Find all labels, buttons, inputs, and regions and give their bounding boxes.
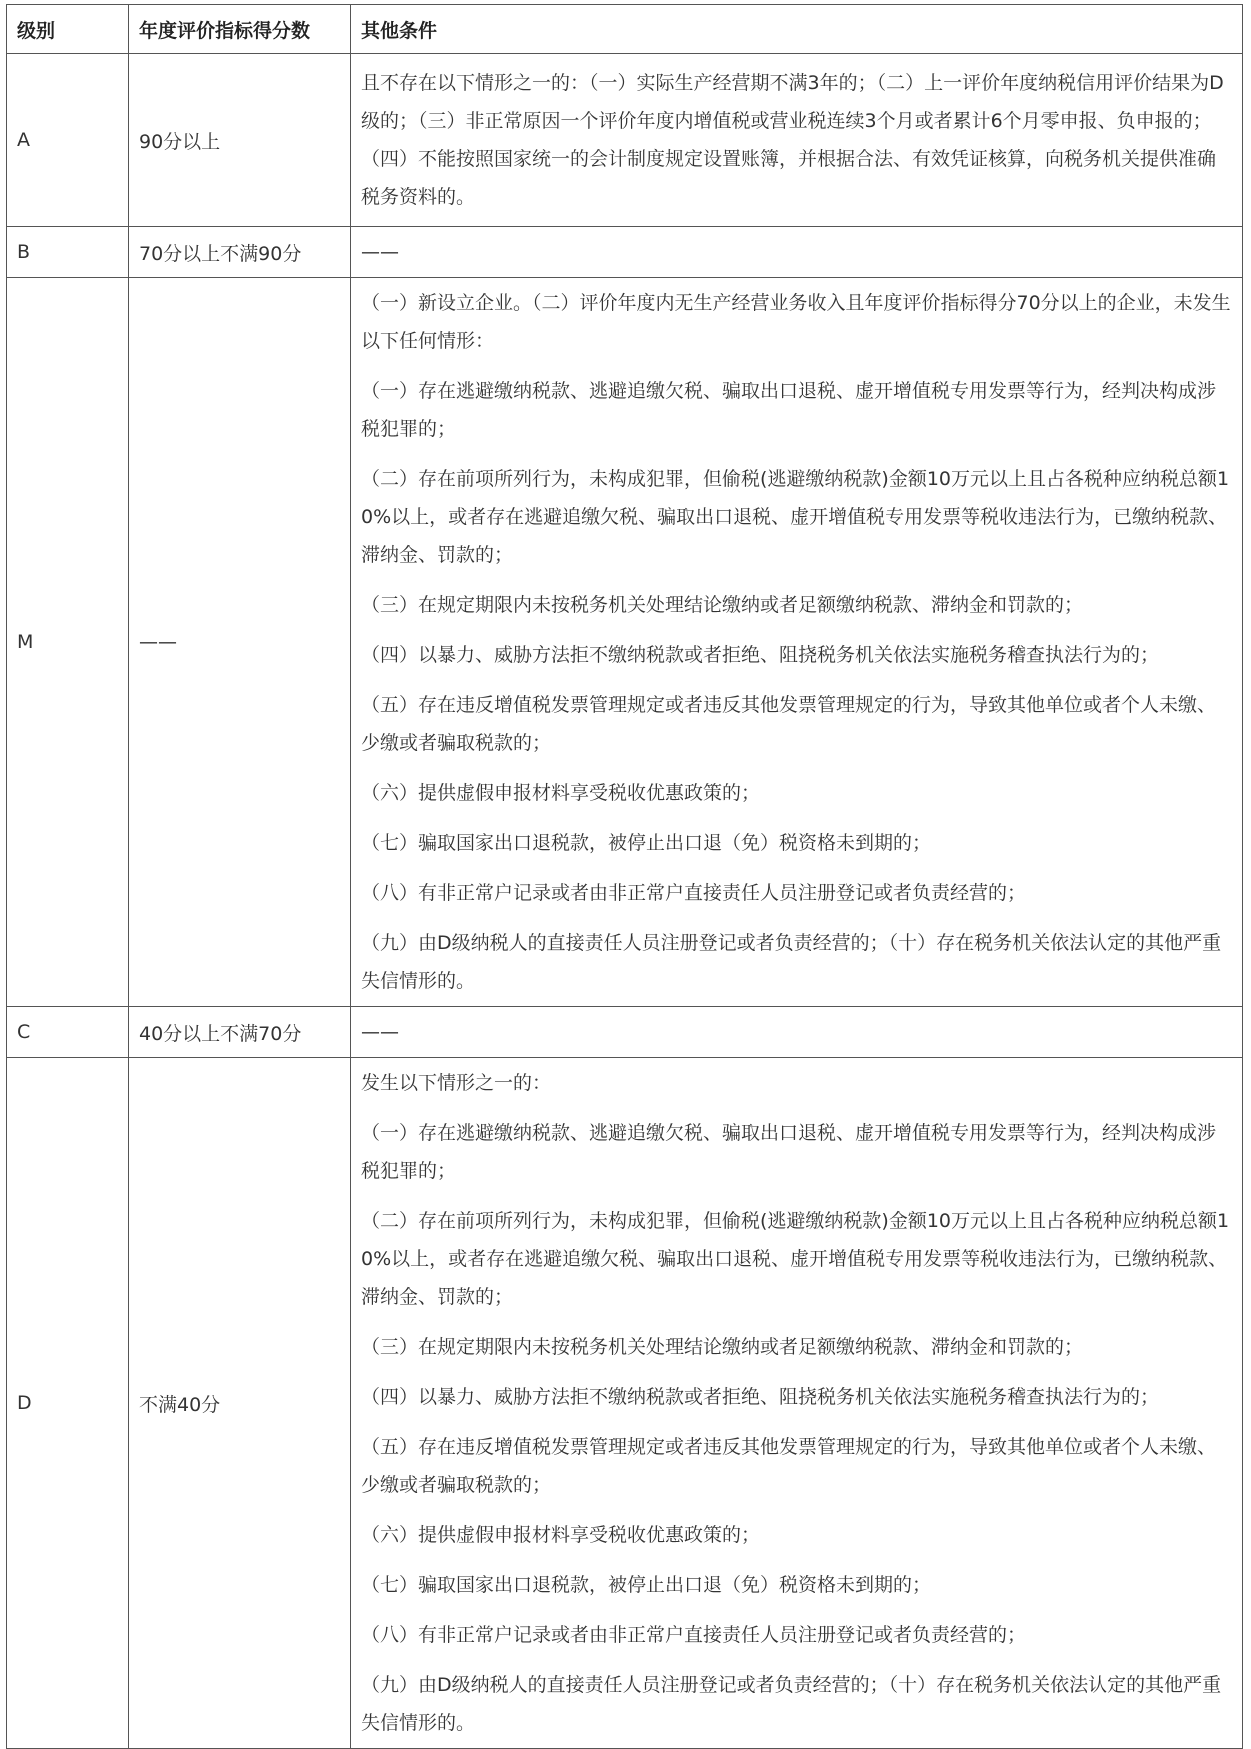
conditions-cell — [351, 278, 1243, 1007]
condition-paragraph: （一）存在逃避缴纳税款、逃避追缴欠税、骗取出口退税、虚开增值税专用发票等行为，经判决构成涉税犯罪的； — [361, 1122, 1217, 1182]
header-conditions: 其他条件 — [351, 5, 1243, 54]
score-cell: —— — [129, 278, 351, 1007]
conditions-cell — [351, 1007, 1243, 1058]
condition-paragraph: （九）由D级纳税人的直接责任人员注册登记或者负责经营的；（十）存在税务机关依法认定的其他严重失信情形的。 — [361, 932, 1222, 992]
condition-paragraph: （八）有非正常户记录或者由非正常户直接责任人员注册登记或者负责经营的； — [361, 882, 1027, 904]
condition-paragraph: （九）由D级纳税人的直接责任人员注册登记或者负责经营的；（十）存在税务机关依法认定的其他严重失信情形的。 — [361, 1674, 1222, 1734]
condition-paragraph: （五）存在违反增值税发票管理规定或者违反其他发票管理规定的行为，导致其他单位或者个人未缴、少缴或者骗取税款的； — [361, 694, 1217, 754]
condition-paragraph: （四）以暴力、威胁方法拒不缴纳税款或者拒绝、阻挠税务机关依法实施税务稽查执法行为的； — [361, 644, 1160, 666]
condition-paragraph: （五）存在违反增值税发票管理规定或者违反其他发票管理规定的行为，导致其他单位或者个人未缴、少缴或者骗取税款的； — [361, 1436, 1217, 1496]
condition-paragraph: 发生以下情形之一的： — [361, 1072, 552, 1094]
condition-paragraph: （二）存在前项所列行为，未构成犯罪，但偷税(逃避缴纳税款)金额10万元以上且占各税种应纳税总额10%以上，或者存在逃避追缴欠税、骗取出口退税、虚开增值税专用发票等税收违法行为，已缴纳税款、滞纳金、罚款的； — [361, 1210, 1230, 1308]
table-row-m — [7, 278, 1243, 1007]
level-cell: B — [7, 227, 129, 278]
condition-paragraph: （六）提供虚假申报材料享受税收优惠政策的； — [361, 782, 761, 804]
credit-rating-table — [6, 4, 1243, 1749]
header-score: 年度评价指标得分数 — [129, 5, 351, 54]
condition-paragraph: （七）骗取国家出口退税款，被停止出口退（免）税资格未到期的； — [361, 1574, 932, 1596]
table-row-b — [7, 227, 1243, 278]
header-row — [7, 5, 1243, 54]
conditions-cell — [351, 227, 1243, 278]
table-row-c — [7, 1007, 1243, 1058]
conditions-cell — [351, 1058, 1243, 1749]
condition-paragraph: （七）骗取国家出口退税款，被停止出口退（免）税资格未到期的； — [361, 832, 932, 854]
condition-paragraph: （六）提供虚假申报材料享受税收优惠政策的； — [361, 1524, 761, 1546]
condition-paragraph: （二）存在前项所列行为，未构成犯罪，但偷税(逃避缴纳税款)金额10万元以上且占各税种应纳税总额10%以上，或者存在逃避追缴欠税、骗取出口退税、虚开增值税专用发票等税收违法行为，已缴纳税款、滞纳金、罚款的； — [361, 468, 1230, 566]
score-cell: 不满40分 — [129, 1058, 351, 1749]
condition-paragraph: —— — [361, 1021, 399, 1043]
score-cell: 40分以上不满70分 — [129, 1007, 351, 1058]
condition-paragraph: 且不存在以下情形之一的：（一）实际生产经营期不满3年的；（二）上一评价年度纳税信用评价结果为D级的；（三）非正常原因一个评价年度内增值税或营业税连续3个月或者累计6个月零申报、负申报的；（四）不能按照国家统一的会计制度规定设置账簿，并根据合法、有效凭证核算，向税务机关提供准确税务资料的。 — [361, 72, 1224, 208]
level-cell: D — [7, 1058, 129, 1749]
condition-paragraph: （三）在规定期限内未按税务机关处理结论缴纳或者足额缴纳税款、滞纳金和罚款的； — [361, 1336, 1084, 1358]
level-cell: A — [7, 54, 129, 227]
condition-paragraph: （一）新设立企业。（二）评价年度内无生产经营业务收入且年度评价指标得分70分以上的企业，未发生以下任何情形： — [361, 292, 1231, 352]
table-row-d — [7, 1058, 1243, 1749]
header-level: 级别 — [7, 5, 129, 54]
condition-paragraph: —— — [361, 241, 399, 263]
condition-paragraph: （一）存在逃避缴纳税款、逃避追缴欠税、骗取出口退税、虚开增值税专用发票等行为，经判决构成涉税犯罪的； — [361, 380, 1217, 440]
score-cell: 70分以上不满90分 — [129, 227, 351, 278]
level-cell: C — [7, 1007, 129, 1058]
score-cell: 90分以上 — [129, 54, 351, 227]
condition-paragraph: （四）以暴力、威胁方法拒不缴纳税款或者拒绝、阻挠税务机关依法实施税务稽查执法行为的； — [361, 1386, 1160, 1408]
level-cell: M — [7, 278, 129, 1007]
condition-paragraph: （八）有非正常户记录或者由非正常户直接责任人员注册登记或者负责经营的； — [361, 1624, 1027, 1646]
conditions-cell — [351, 54, 1243, 227]
table-row-a — [7, 54, 1243, 227]
condition-paragraph: （三）在规定期限内未按税务机关处理结论缴纳或者足额缴纳税款、滞纳金和罚款的； — [361, 594, 1084, 616]
